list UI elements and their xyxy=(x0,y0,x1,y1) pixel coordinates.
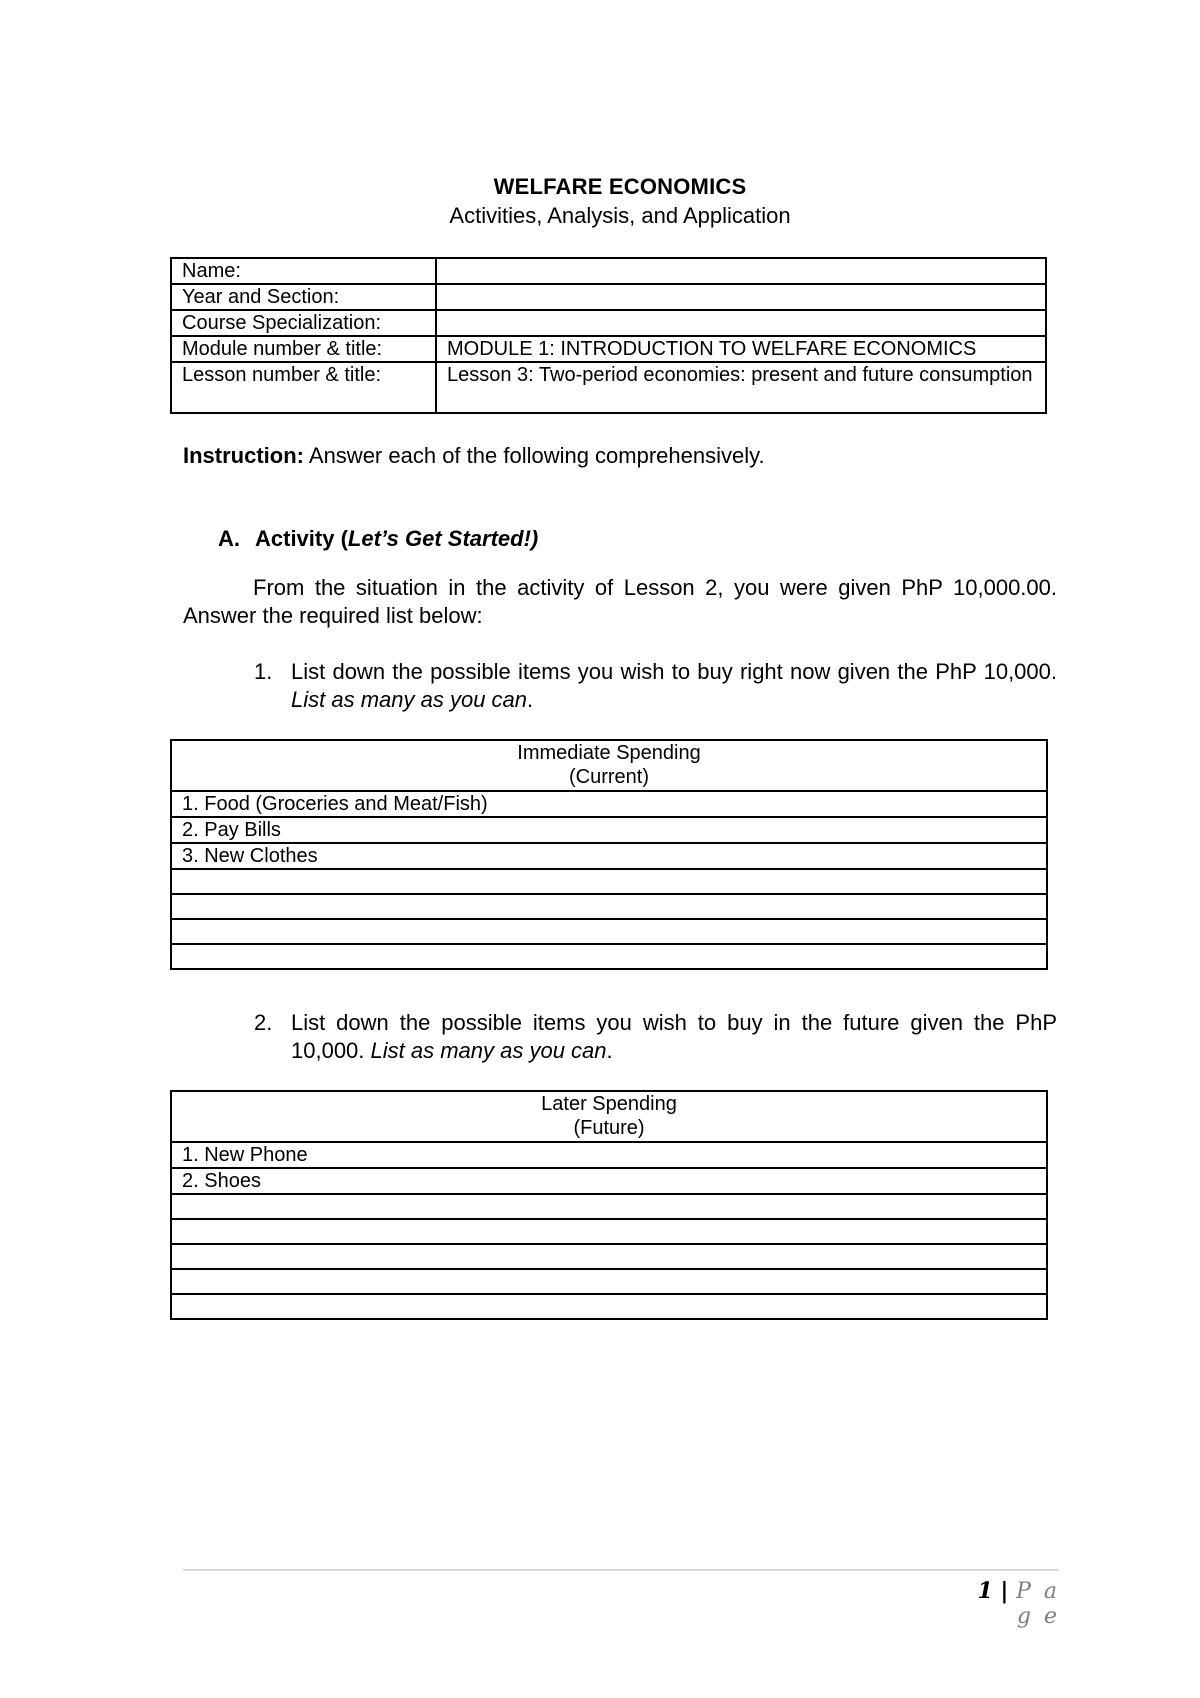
table-row xyxy=(171,817,1047,843)
table-row xyxy=(171,944,1047,969)
page-number: 1 xyxy=(977,1578,993,1604)
info-value-field[interactable] xyxy=(436,258,1046,284)
later-spending-table xyxy=(170,1090,1048,1320)
instruction-line xyxy=(183,443,765,469)
heading-line: (Current) xyxy=(568,766,649,788)
table-row xyxy=(171,1142,1047,1168)
page-separator: | xyxy=(992,1578,1017,1604)
heading-line: (Future) xyxy=(573,1117,645,1139)
list-cell[interactable]: 2. Pay Bills xyxy=(171,817,1047,843)
question-2 xyxy=(254,1009,1057,1065)
table-header-row xyxy=(171,1091,1047,1142)
table-row xyxy=(171,1269,1047,1294)
info-label: Lesson number & title: xyxy=(171,362,436,413)
activity-paragraph xyxy=(183,574,1057,630)
table-heading xyxy=(171,740,1047,791)
list-cell[interactable]: 3. New Clothes xyxy=(171,843,1047,869)
section-title-italic: Let’s Get Started!) xyxy=(347,526,539,551)
info-row-module xyxy=(171,336,1046,362)
table-header-row xyxy=(171,740,1047,791)
section-title: Activity ( xyxy=(255,526,348,551)
list-cell[interactable] xyxy=(171,1294,1047,1319)
page-footer xyxy=(960,1578,1060,1629)
info-row-course xyxy=(171,310,1046,336)
info-row-lesson xyxy=(171,362,1046,413)
list-cell[interactable] xyxy=(171,894,1047,919)
table-row xyxy=(171,894,1047,919)
table-row xyxy=(171,919,1047,944)
list-cell[interactable] xyxy=(171,1269,1047,1294)
question-text xyxy=(291,1009,1057,1065)
document-title: WELFARE ECONOMICS xyxy=(493,174,747,199)
table-row xyxy=(171,1168,1047,1194)
question-emphasis: List as many as you can xyxy=(370,1038,607,1063)
list-cell[interactable] xyxy=(171,944,1047,969)
list-cell[interactable] xyxy=(171,1194,1047,1219)
table-heading xyxy=(171,1091,1047,1142)
list-cell[interactable] xyxy=(171,869,1047,894)
heading-line: Later Spending xyxy=(541,1093,677,1115)
list-cell[interactable] xyxy=(171,1244,1047,1269)
section-a-heading xyxy=(218,526,538,552)
question-number: 1. xyxy=(254,659,273,684)
table-row xyxy=(171,1244,1047,1269)
page-word: P a g e xyxy=(1016,1579,1060,1629)
question-1 xyxy=(254,658,1057,714)
info-label: Year and Section: xyxy=(171,284,436,310)
section-number: A. xyxy=(218,526,240,551)
info-label: Course Specialization: xyxy=(171,310,436,336)
question-text xyxy=(291,658,1057,714)
table-row xyxy=(171,1219,1047,1244)
instruction-text: Answer each of the following comprehensively. xyxy=(304,443,765,468)
question-emphasis: List as many as you can xyxy=(291,687,528,712)
info-row-name xyxy=(171,258,1046,284)
table-row xyxy=(171,1294,1047,1319)
info-value-field: MODULE 1: INTRODUCTION TO WELFARE ECONOMICS xyxy=(436,336,1046,362)
student-info-table xyxy=(170,257,1047,414)
info-value-field: Lesson 3: Two-period economies: present and future consumption xyxy=(436,362,1046,413)
table-row xyxy=(171,1194,1047,1219)
document-subtitle: Activities, Analysis, and Application xyxy=(449,203,791,228)
info-label: Module number & title: xyxy=(171,336,436,362)
question-end: . xyxy=(527,687,534,712)
question-number: 2. xyxy=(254,1010,273,1035)
list-cell[interactable]: 1. New Phone xyxy=(171,1142,1047,1168)
info-value-field[interactable] xyxy=(436,284,1046,310)
info-row-year-section xyxy=(171,284,1046,310)
heading-line: Immediate Spending xyxy=(517,742,701,764)
info-value-field[interactable] xyxy=(436,310,1046,336)
question-body: List down the possible items you wish to buy right now given the PhP 10,000. xyxy=(291,659,1057,684)
question-end: . xyxy=(606,1038,613,1063)
list-cell[interactable]: 2. Shoes xyxy=(171,1168,1047,1194)
list-cell[interactable] xyxy=(171,919,1047,944)
instruction-label: Instruction: xyxy=(183,443,304,468)
activity-paragraph-text: From the situation in the activity of Lesson 2, you were given PhP 10,000.00. Answer the required list below: xyxy=(183,575,1057,628)
info-label: Name: xyxy=(171,258,436,284)
immediate-spending-table xyxy=(170,739,1048,970)
footer-divider xyxy=(183,1569,1059,1571)
table-row xyxy=(171,791,1047,817)
table-row xyxy=(171,869,1047,894)
question-body: List down the possible items you wish to buy in the future given the PhP 10,000. xyxy=(291,1010,1057,1063)
list-cell[interactable]: 1. Food (Groceries and Meat/Fish) xyxy=(171,791,1047,817)
list-cell[interactable] xyxy=(171,1219,1047,1244)
table-row xyxy=(171,843,1047,869)
